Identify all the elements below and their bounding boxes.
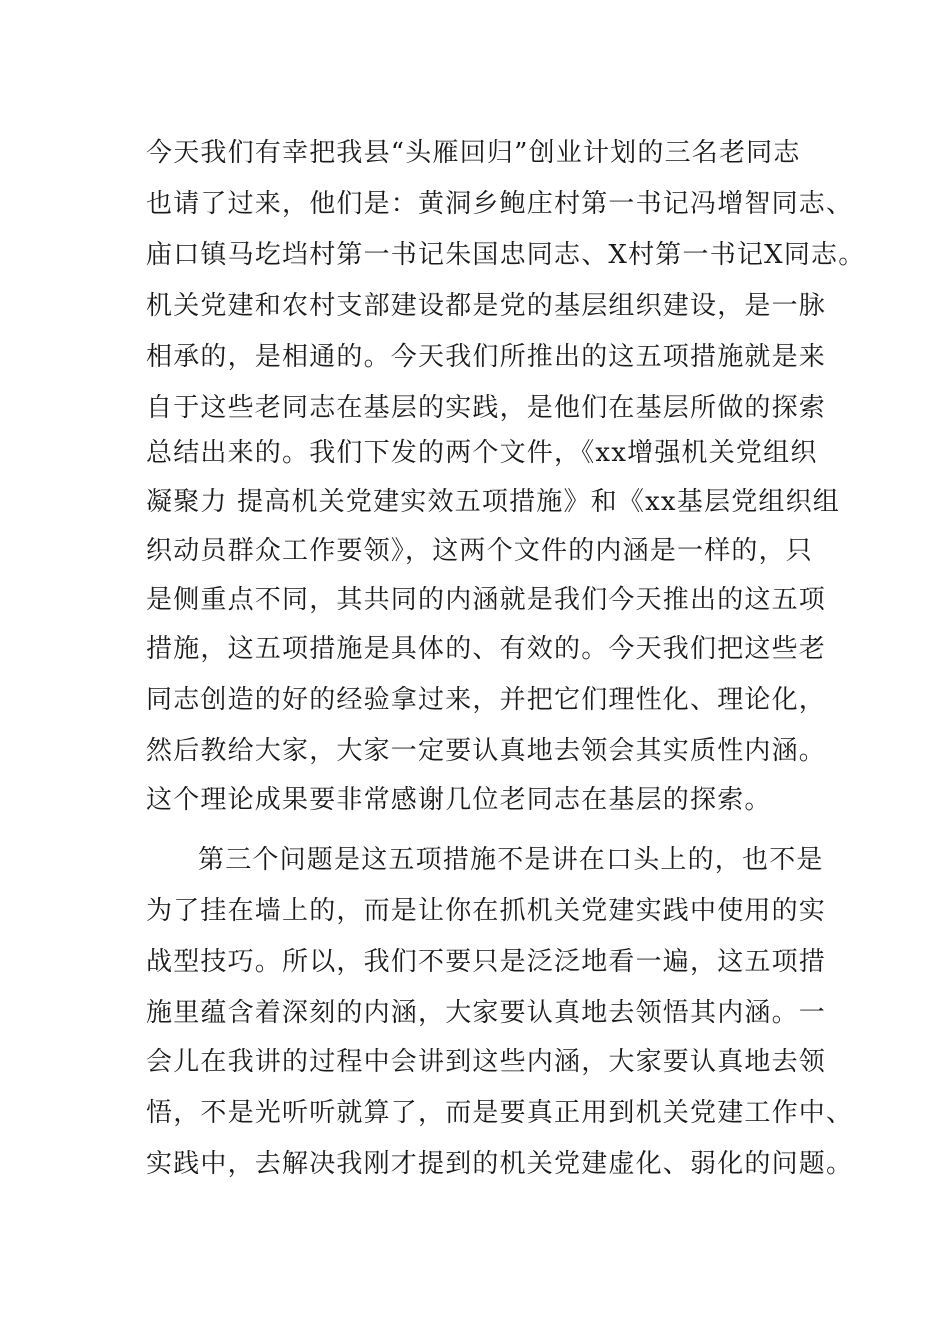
text-line: 总结出来的。我们下发的两个文件，《xx增强机关党组织: [146, 438, 818, 468]
text-line: 机关党建和农村支部建设都是党的基层组织建设，是一脉: [146, 291, 827, 321]
text-line: 是侧重点不同，其共同的内涵就是我们今天推出的这五项: [146, 585, 827, 615]
text-line: 这个理论成果要非常感谢几位老同志在基层的探索。: [146, 785, 772, 815]
text-line: 实践中，去解决我刚才提到的机关党建虚化、弱化的问题。: [146, 1149, 854, 1179]
text-line: 悟，不是光听听就算了，而是要真正用到机关党建工作中、: [146, 1098, 854, 1128]
text-line: 第三个问题是这五项措施不是讲在口头上的，也不是: [198, 845, 824, 875]
text-line: 织动员群众工作要领》，这两个文件的内涵是一样的，只: [146, 536, 814, 566]
text-line: 相承的，是相通的。今天我们所推出的这五项措施就是来: [146, 342, 827, 372]
text-line: 同志创造的好的经验拿过来，并把它们理性化、理论化，: [146, 685, 827, 715]
text-line: 为了挂在墙上的，而是让你在抓机关党建实践中使用的实: [146, 896, 827, 926]
text-line: 今天我们有幸把我县“头雁回归”创业计划的三名老同志: [146, 138, 801, 168]
text-line: 自于这些老同志在基层的实践，是他们在基层所做的探索: [146, 393, 827, 423]
text-line: 施里蕴含着深刻的内涵，大家要认真地去领悟其内涵。一: [146, 998, 827, 1028]
text-line: 措施，这五项措施是具体的、有效的。今天我们把这些老: [146, 634, 827, 664]
text-line: 也请了过来，他们是：黄洞乡鲍庄村第一书记冯增智同志、: [146, 189, 854, 219]
text-line: 然后教给大家，大家一定要认真地去领会其实质性内涵。: [146, 736, 827, 766]
text-line: 战型技巧。所以，我们不要只是泛泛地看一遍，这五项措: [146, 947, 827, 977]
text-line: 凝聚力 提高机关党建实效五项措施》和《xx基层党组织组: [146, 487, 840, 517]
text-line: 庙口镇马圪垱村第一书记朱国忠同志、X村第一书记X同志。: [146, 240, 866, 270]
text-line: 会儿在我讲的过程中会讲到这些内涵，大家要认真地去领: [146, 1047, 827, 1077]
